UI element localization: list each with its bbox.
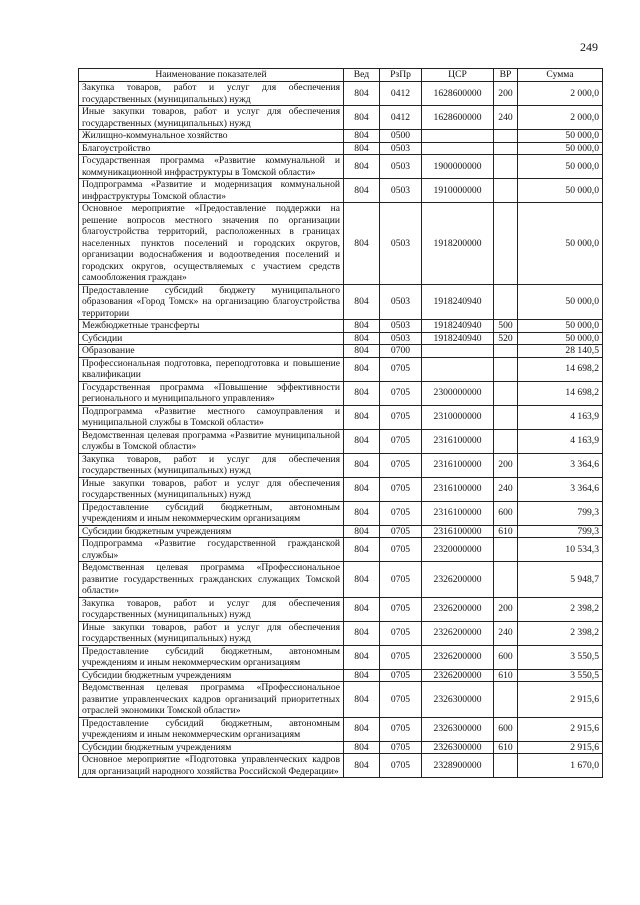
table-row bbox=[79, 741, 603, 754]
row-name: Государственная программа «Повышение эффективности регионального и муниципального управления» bbox=[79, 381, 344, 405]
row-csr: 2316100000 bbox=[422, 525, 494, 538]
row-csr bbox=[422, 357, 494, 381]
row-name: Межбюджетные трансферты bbox=[79, 320, 344, 333]
row-vr: 240 bbox=[494, 477, 518, 501]
row-rzpr: 0503 bbox=[380, 203, 422, 285]
row-sum: 2 000,0 bbox=[518, 106, 603, 130]
row-vr: 600 bbox=[494, 501, 518, 525]
row-rzpr: 0503 bbox=[380, 332, 422, 345]
row-vr: 600 bbox=[494, 645, 518, 669]
row-ved: 804 bbox=[344, 357, 380, 381]
row-csr: 2326300000 bbox=[422, 741, 494, 754]
row-vr bbox=[494, 405, 518, 429]
row-name: Закупка товаров, работ и услуг для обеспечения государственных (муниципальных) нужд bbox=[79, 82, 344, 106]
row-sum: 50 000,0 bbox=[518, 130, 603, 143]
row-sum: 2 000,0 bbox=[518, 82, 603, 106]
row-csr: 2326200000 bbox=[422, 597, 494, 621]
row-rzpr: 0705 bbox=[380, 405, 422, 429]
row-rzpr: 0705 bbox=[380, 669, 422, 682]
row-name: Благоустройство bbox=[79, 142, 344, 155]
table-row bbox=[79, 597, 603, 621]
row-rzpr: 0503 bbox=[380, 320, 422, 333]
row-name: Образование bbox=[79, 345, 344, 358]
table-row bbox=[79, 82, 603, 106]
row-rzpr: 0705 bbox=[380, 525, 422, 538]
row-name: Предоставление субсидий бюджетным, автономным учреждениям и иным некоммерческим организациям bbox=[79, 645, 344, 669]
row-vr bbox=[494, 429, 518, 453]
row-name: Подпрограмма «Развитие местного самоуправления и муниципальной службы в Томской области» bbox=[79, 405, 344, 429]
row-vr: 500 bbox=[494, 320, 518, 333]
row-ved: 804 bbox=[344, 562, 380, 598]
table-row bbox=[79, 621, 603, 645]
row-sum: 14 698,2 bbox=[518, 357, 603, 381]
row-rzpr: 0705 bbox=[380, 501, 422, 525]
row-rzpr: 0503 bbox=[380, 179, 422, 203]
row-csr: 2310000000 bbox=[422, 405, 494, 429]
table-row bbox=[79, 429, 603, 453]
row-ved: 804 bbox=[344, 429, 380, 453]
row-sum: 2 398,2 bbox=[518, 597, 603, 621]
table-row bbox=[79, 130, 603, 143]
row-ved: 804 bbox=[344, 332, 380, 345]
row-vr bbox=[494, 155, 518, 179]
row-name: Подпрограмма «Развитие и модернизация коммунальной инфраструктуры Томской области» bbox=[79, 179, 344, 203]
table-row bbox=[79, 477, 603, 501]
row-name: Государственная программа «Развитие коммунальной и коммуникационной инфраструктуры в Томской области» bbox=[79, 155, 344, 179]
row-csr: 1910000000 bbox=[422, 179, 494, 203]
row-vr: 200 bbox=[494, 597, 518, 621]
table-row bbox=[79, 669, 603, 682]
row-rzpr: 0705 bbox=[380, 429, 422, 453]
row-csr: 2316100000 bbox=[422, 453, 494, 477]
row-vr: 600 bbox=[494, 717, 518, 741]
row-sum: 3 550,5 bbox=[518, 645, 603, 669]
row-rzpr: 0503 bbox=[380, 155, 422, 179]
row-name: Предоставление субсидий бюджету муниципального образования «Город Томск» на организацию благоустройства территории bbox=[79, 284, 344, 320]
row-vr: 240 bbox=[494, 621, 518, 645]
row-name: Предоставление субсидий бюджетным, автономным учреждениям и иным некоммерческим организациям bbox=[79, 501, 344, 525]
table-row bbox=[79, 754, 603, 778]
header-ved: Вед bbox=[344, 69, 380, 82]
row-vr: 200 bbox=[494, 453, 518, 477]
row-csr: 2328900000 bbox=[422, 754, 494, 778]
header-rzpr: РзПр bbox=[380, 69, 422, 82]
row-ved: 804 bbox=[344, 669, 380, 682]
header-sum: Сумма bbox=[518, 69, 603, 82]
row-csr: 2326300000 bbox=[422, 717, 494, 741]
row-csr: 2326200000 bbox=[422, 669, 494, 682]
row-rzpr: 0705 bbox=[380, 645, 422, 669]
row-ved: 804 bbox=[344, 597, 380, 621]
row-sum: 2 915,6 bbox=[518, 682, 603, 718]
row-name: Предоставление субсидий бюджетным, автономным учреждениям и иным некоммерческим организациям bbox=[79, 717, 344, 741]
row-rzpr: 0705 bbox=[380, 621, 422, 645]
row-csr: 2326200000 bbox=[422, 562, 494, 598]
row-ved: 804 bbox=[344, 501, 380, 525]
row-vr bbox=[494, 381, 518, 405]
row-rzpr: 0705 bbox=[380, 562, 422, 598]
row-vr: 520 bbox=[494, 332, 518, 345]
row-sum: 2 915,6 bbox=[518, 741, 603, 754]
table-header-row bbox=[79, 69, 603, 82]
row-vr: 610 bbox=[494, 525, 518, 538]
row-vr bbox=[494, 562, 518, 598]
row-sum: 14 698,2 bbox=[518, 381, 603, 405]
row-vr: 200 bbox=[494, 82, 518, 106]
row-vr bbox=[494, 179, 518, 203]
row-ved: 804 bbox=[344, 525, 380, 538]
row-sum: 1 670,0 bbox=[518, 754, 603, 778]
row-vr bbox=[494, 682, 518, 718]
row-sum: 50 000,0 bbox=[518, 155, 603, 179]
table-row bbox=[79, 717, 603, 741]
row-ved: 804 bbox=[344, 142, 380, 155]
row-name: Субсидии бюджетным учреждениям bbox=[79, 669, 344, 682]
row-vr bbox=[494, 203, 518, 285]
row-name: Основное мероприятие «Предоставление поддержки на решение вопросов местного значения по организации благоустройства территорий, расположенных в границах населенных пунктов поселений и городских округов, организации водоснабжения и водоотведения поселений и городских округов, осуществляемых с участием средств самообложения граждан» bbox=[79, 203, 344, 285]
row-csr: 2326200000 bbox=[422, 621, 494, 645]
row-ved: 804 bbox=[344, 477, 380, 501]
row-sum: 4 163,9 bbox=[518, 405, 603, 429]
row-name: Закупка товаров, работ и услуг для обеспечения государственных (муниципальных) нужд bbox=[79, 597, 344, 621]
row-vr bbox=[494, 345, 518, 358]
row-ved: 804 bbox=[344, 741, 380, 754]
row-rzpr: 0503 bbox=[380, 284, 422, 320]
table-row bbox=[79, 562, 603, 598]
header-name: Наименование показателей bbox=[79, 69, 344, 82]
table-row bbox=[79, 155, 603, 179]
row-ved: 804 bbox=[344, 179, 380, 203]
table-row bbox=[79, 284, 603, 320]
row-rzpr: 0412 bbox=[380, 82, 422, 106]
row-csr: 1628600000 bbox=[422, 82, 494, 106]
row-name: Жилищно-коммунальное хозяйство bbox=[79, 130, 344, 143]
row-rzpr: 0705 bbox=[380, 597, 422, 621]
row-sum: 3 364,6 bbox=[518, 477, 603, 501]
table-row bbox=[79, 203, 603, 285]
row-ved: 804 bbox=[344, 453, 380, 477]
row-rzpr: 0503 bbox=[380, 142, 422, 155]
row-rzpr: 0412 bbox=[380, 106, 422, 130]
row-sum: 50 000,0 bbox=[518, 142, 603, 155]
row-ved: 804 bbox=[344, 284, 380, 320]
row-sum: 3 550,5 bbox=[518, 669, 603, 682]
row-ved: 804 bbox=[344, 621, 380, 645]
row-csr: 1918240940 bbox=[422, 284, 494, 320]
row-name: Иные закупки товаров, работ и услуг для обеспечения государственных (муниципальных) нужд bbox=[79, 621, 344, 645]
row-ved: 804 bbox=[344, 381, 380, 405]
row-csr bbox=[422, 345, 494, 358]
row-sum: 2 915,6 bbox=[518, 717, 603, 741]
row-ved: 804 bbox=[344, 155, 380, 179]
row-name: Иные закупки товаров, работ и услуг для обеспечения государственных (муниципальных) нужд bbox=[79, 106, 344, 130]
row-sum: 5 948,7 bbox=[518, 562, 603, 598]
row-ved: 804 bbox=[344, 682, 380, 718]
row-csr: 2300000000 bbox=[422, 381, 494, 405]
row-sum: 799,3 bbox=[518, 525, 603, 538]
table-row bbox=[79, 332, 603, 345]
row-vr bbox=[494, 284, 518, 320]
row-name: Ведомственная целевая программа «Профессиональное развитие государственных гражданских служащих Томской области» bbox=[79, 562, 344, 598]
row-ved: 804 bbox=[344, 203, 380, 285]
row-ved: 804 bbox=[344, 345, 380, 358]
table-row bbox=[79, 142, 603, 155]
row-name: Иные закупки товаров, работ и услуг для обеспечения государственных (муниципальных) нужд bbox=[79, 477, 344, 501]
row-vr bbox=[494, 130, 518, 143]
row-name: Подпрограмма «Развитие государственной гражданской службы» bbox=[79, 538, 344, 562]
row-rzpr: 0705 bbox=[380, 477, 422, 501]
row-csr: 1918240940 bbox=[422, 332, 494, 345]
row-vr: 610 bbox=[494, 669, 518, 682]
table-row bbox=[79, 357, 603, 381]
row-sum: 3 364,6 bbox=[518, 453, 603, 477]
row-rzpr: 0700 bbox=[380, 345, 422, 358]
table-row bbox=[79, 645, 603, 669]
row-csr bbox=[422, 130, 494, 143]
row-ved: 804 bbox=[344, 754, 380, 778]
row-ved: 804 bbox=[344, 538, 380, 562]
row-sum: 28 140,5 bbox=[518, 345, 603, 358]
row-csr bbox=[422, 142, 494, 155]
table-row bbox=[79, 381, 603, 405]
row-csr: 2316100000 bbox=[422, 477, 494, 501]
row-rzpr: 0500 bbox=[380, 130, 422, 143]
table-row bbox=[79, 320, 603, 333]
row-vr bbox=[494, 538, 518, 562]
row-sum: 50 000,0 bbox=[518, 284, 603, 320]
table-row bbox=[79, 501, 603, 525]
row-ved: 804 bbox=[344, 82, 380, 106]
row-csr: 1900000000 bbox=[422, 155, 494, 179]
row-rzpr: 0705 bbox=[380, 741, 422, 754]
row-vr: 610 bbox=[494, 741, 518, 754]
row-csr: 2316100000 bbox=[422, 501, 494, 525]
row-name: Субсидии bbox=[79, 332, 344, 345]
table-row bbox=[79, 525, 603, 538]
row-name: Субсидии бюджетным учреждениям bbox=[79, 741, 344, 754]
row-ved: 804 bbox=[344, 130, 380, 143]
row-rzpr: 0705 bbox=[380, 357, 422, 381]
row-name: Ведомственная целевая программа «Профессиональное развитие управленческих кадров организаций приоритетных отраслей экономики Томской области» bbox=[79, 682, 344, 718]
row-vr bbox=[494, 142, 518, 155]
row-rzpr: 0705 bbox=[380, 717, 422, 741]
row-sum: 50 000,0 bbox=[518, 332, 603, 345]
table-row bbox=[79, 405, 603, 429]
header-csr: ЦСР bbox=[422, 69, 494, 82]
row-name: Ведомственная целевая программа «Развитие муниципальной службы в Томской области» bbox=[79, 429, 344, 453]
row-csr: 2320000000 bbox=[422, 538, 494, 562]
row-csr: 2326300000 bbox=[422, 682, 494, 718]
row-rzpr: 0705 bbox=[380, 682, 422, 718]
row-name: Субсидии бюджетным учреждениям bbox=[79, 525, 344, 538]
budget-table bbox=[78, 68, 603, 778]
row-name: Профессиональная подготовка, переподготовка и повышение квалификации bbox=[79, 357, 344, 381]
row-ved: 804 bbox=[344, 320, 380, 333]
row-sum: 50 000,0 bbox=[518, 179, 603, 203]
table-row bbox=[79, 345, 603, 358]
row-sum: 50 000,0 bbox=[518, 320, 603, 333]
row-ved: 804 bbox=[344, 645, 380, 669]
row-vr bbox=[494, 357, 518, 381]
row-rzpr: 0705 bbox=[380, 381, 422, 405]
row-ved: 804 bbox=[344, 717, 380, 741]
row-sum: 2 398,2 bbox=[518, 621, 603, 645]
table-row bbox=[79, 106, 603, 130]
row-vr: 240 bbox=[494, 106, 518, 130]
row-csr: 2316100000 bbox=[422, 429, 494, 453]
row-sum: 10 534,3 bbox=[518, 538, 603, 562]
row-csr: 1628600000 bbox=[422, 106, 494, 130]
page-number: 249 bbox=[580, 40, 598, 54]
row-sum: 50 000,0 bbox=[518, 203, 603, 285]
row-name: Основное мероприятие «Подготовка управленческих кадров для организаций народного хозяйства Российской Федерации» bbox=[79, 754, 344, 778]
row-sum: 799,3 bbox=[518, 501, 603, 525]
table-row bbox=[79, 682, 603, 718]
table-row bbox=[79, 179, 603, 203]
row-rzpr: 0705 bbox=[380, 538, 422, 562]
row-vr bbox=[494, 754, 518, 778]
row-ved: 804 bbox=[344, 405, 380, 429]
row-name: Закупка товаров, работ и услуг для обеспечения государственных (муниципальных) нужд bbox=[79, 453, 344, 477]
table-row bbox=[79, 453, 603, 477]
header-vr: ВР bbox=[494, 69, 518, 82]
row-csr: 1918240940 bbox=[422, 320, 494, 333]
table-row bbox=[79, 538, 603, 562]
row-rzpr: 0705 bbox=[380, 754, 422, 778]
row-sum: 4 163,9 bbox=[518, 429, 603, 453]
row-csr: 1918200000 bbox=[422, 203, 494, 285]
row-rzpr: 0705 bbox=[380, 453, 422, 477]
row-csr: 2326200000 bbox=[422, 645, 494, 669]
row-ved: 804 bbox=[344, 106, 380, 130]
